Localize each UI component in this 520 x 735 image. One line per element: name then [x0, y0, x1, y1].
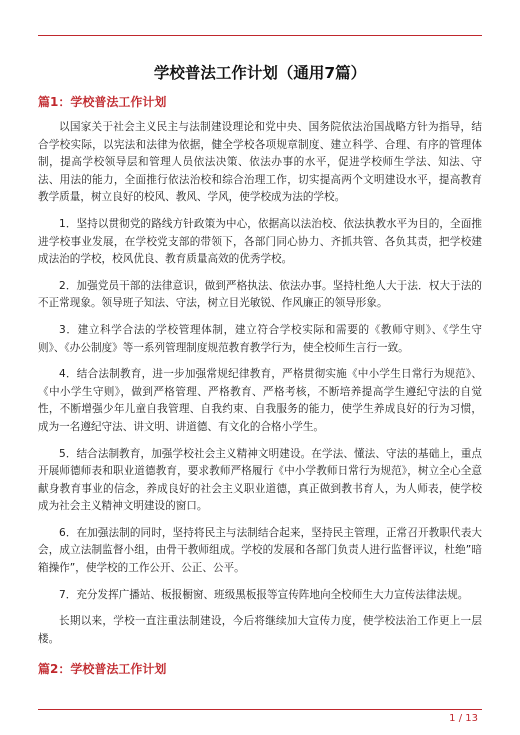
- document-title: 学校普法工作计划（通用7篇）: [153, 64, 367, 82]
- document-page: [38, 62, 482, 686]
- paragraph-intro: 以国家关于社会主义民主与法制建设理论和党中央、国务院依法治国战略方针为指导，结合学校实际，以宪法和法律为依据，健全学校各项规章制度、建立科学、合理、有序的管理体制，提高学校领导层和管理人员依法决策、依法办事的水平，促进学校师生学法、知法、守法、用法的能力，全面推行依法治校和综合治理工作，切实提高两个文明建设水平，提高教育教学质量，树立良好的校风、教风、学风，使学校成为法的学校。: [38, 121, 482, 204]
- paragraph-item-6: 6．在加强法制的同时，坚持将民主与法制结合起来，坚持民主管理，正常召开教职代表大会，成立法制监督小组，由骨干教师组成。学校的发展和各部门负责人进行监督评议，杜绝”暗箱操作”，使学校的工作公开、公正、公平。: [38, 526, 482, 575]
- page-indicator: 1 / 13: [449, 713, 478, 724]
- paragraph-item-4: 4．结合法制教育，进一步加强常规纪律教育，严格贯彻实施《中小学生日常行为规范》、《中小学生守则》，做到严格管理、严格教育、严格考核，不断培养提高学生遵纪守法的自觉性，不断增强少年儿童自我管理、自我约束、自我服务的能力，使学生养成良好的行为习惯，成为一名遵纪守法、讲文明、讲道德、有文化的合格小学生。: [38, 368, 482, 433]
- section-heading-1: 篇1：学校普法工作计划: [38, 95, 167, 109]
- section-heading-2: 篇2：学校普法工作计划: [38, 662, 167, 677]
- paragraph-item-7: 7．充分发挥广播站、板报橱窗、班级黑板报等宣传阵地向全校师生大力宣传法律法规。: [59, 588, 469, 601]
- paragraph-item-3: 3．建立科学合法的学校管理体制，建立符合学校实际和需要的《教师守则》、《学生守则》、《办公制度》等一系列管理制度规范教育教学行为，使全校师生言行一致。: [38, 323, 482, 354]
- header-rule: [38, 35, 482, 36]
- paragraph-item-1: 1．坚持以贯彻党的路线方针政策为中心，依据高以法治校、依法执教水平为目的，全面推进学校事业发展，在学校党支部的带领下，各部门同心协力、齐抓共管、各负其责，把学校建成法治的学校，校风优良、教育质量高效的优秀学校。: [38, 217, 482, 266]
- paragraph-item-5: 5．结合法制教育，加强学校社会主义精神文明建设。在学法、懂法、守法的基础上，重点开展师德师表和职业道德教育，要求教师严格履行《中小学教师日常行为规范》，树立全心全意献身教育事业的信念，养成良好的社会主义职业道德，真正做到教书育人，为人师表，使学校成为社会主义精神文明建设的窗口。: [38, 447, 482, 513]
- paragraph-item-2: 2．加强党员干部的法律意识，做到严格执法、依法办事。坚持杜绝人大于法．权大于法的不正常现象。领导班子知法、守法，树立目光敏锐、作风廉正的领导形象。: [38, 279, 482, 310]
- footer-rule: [38, 709, 482, 710]
- paragraph-conclusion: 长期以来，学校一直注重法制建设，今后将继续加大宣传力度，使学校法治工作更上一层楼。: [38, 615, 482, 645]
